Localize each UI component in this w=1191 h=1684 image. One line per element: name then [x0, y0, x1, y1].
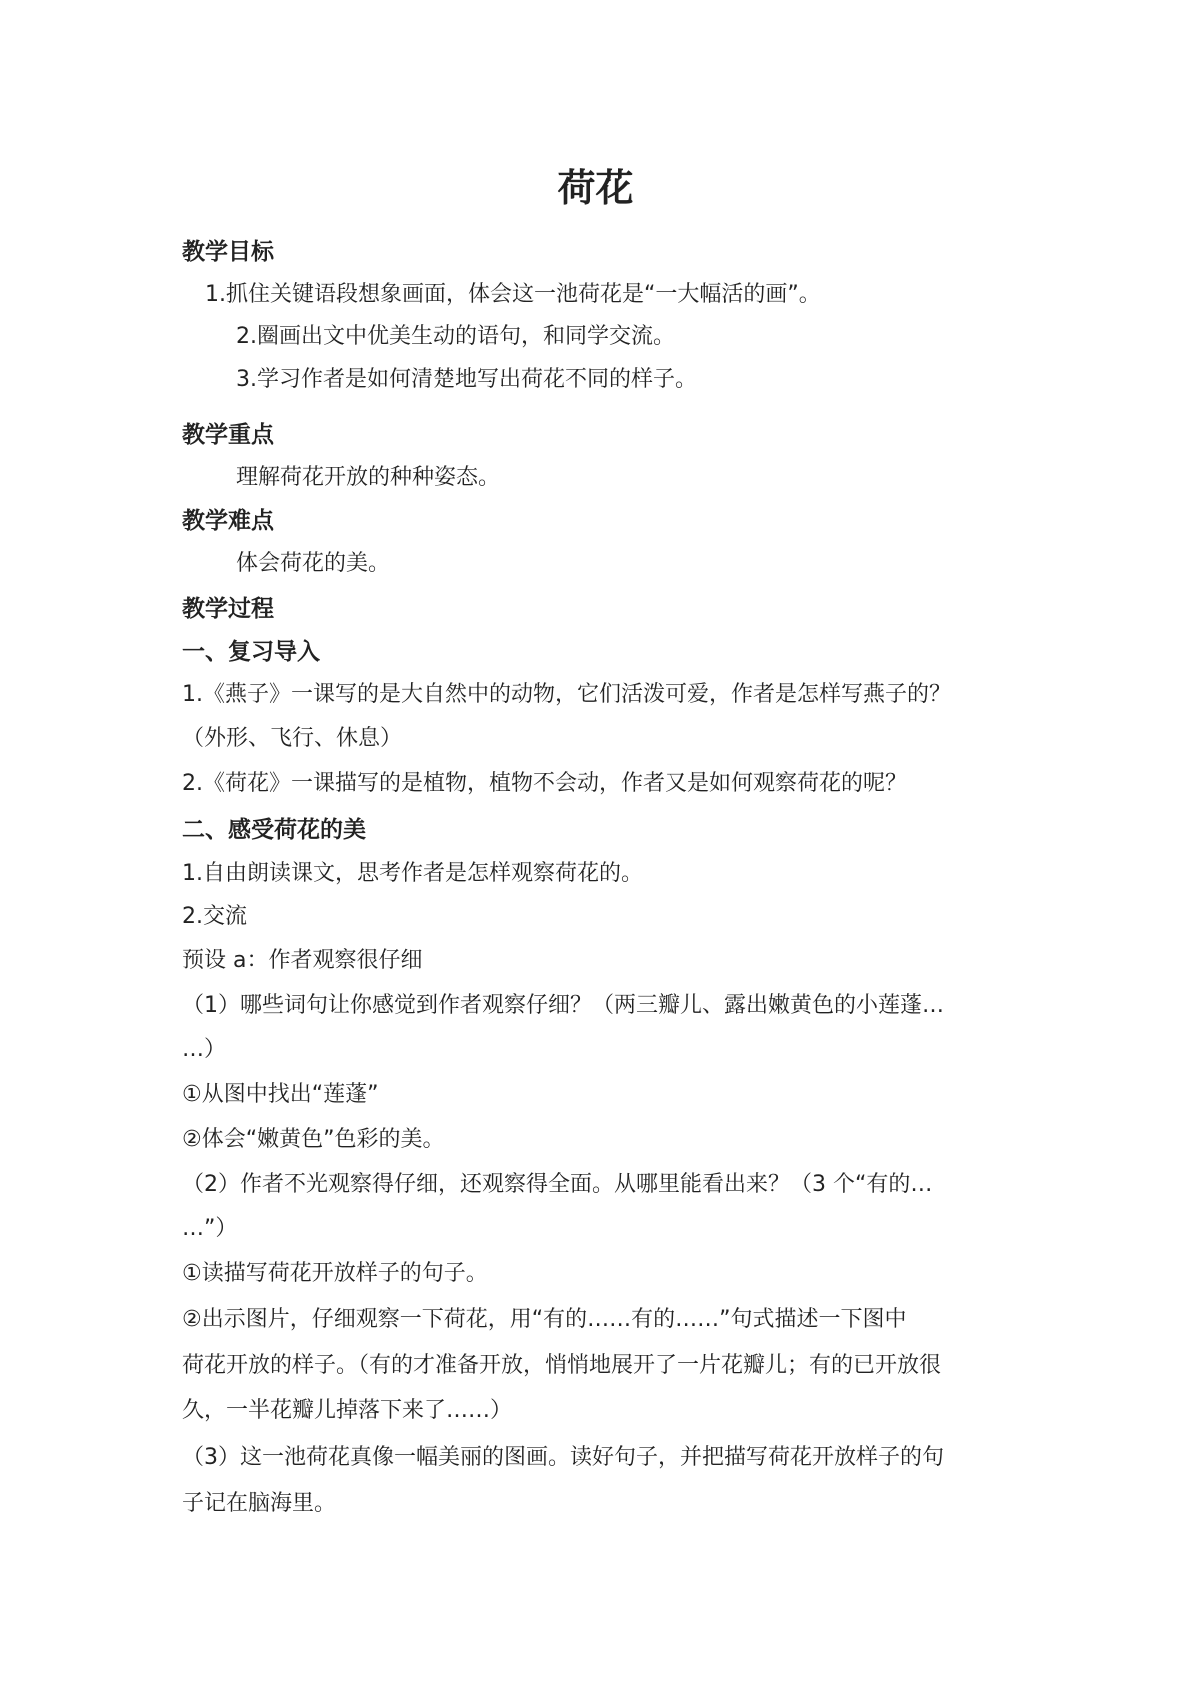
section2-line: ①从图中找出“莲蓬”: [182, 1082, 379, 1107]
process-heading: 教学过程: [182, 596, 274, 622]
section2-line: （3）这一池荷花真像一幅美丽的图画。读好句子，并把描写荷花开放样子的句: [182, 1445, 944, 1470]
section2-line: …）: [182, 1037, 227, 1062]
section1-line: （外形、飞行、休息）: [182, 726, 403, 751]
goals-heading: 教学目标: [182, 239, 274, 265]
section2-line: 久，一半花瓣儿掉落下来了……）: [182, 1398, 513, 1423]
difficulty-text: 体会荷花的美。: [236, 551, 391, 576]
section1-line: 2.《荷花》一课描写的是植物，植物不会动，作者又是如何观察荷花的呢？: [182, 771, 907, 796]
section2-line: 子记在脑海里。: [182, 1491, 337, 1516]
goal-item: 2.圈画出文中优美生动的语句，和同学交流。: [236, 324, 675, 349]
section2-line: ②出示图片，仔细观察一下荷花，用“有的……有的……”句式描述一下图中: [182, 1307, 907, 1332]
section2-line: 1.自由朗读课文，思考作者是怎样观察荷花的。: [182, 861, 643, 886]
section2-line: 预设 a：作者观察很仔细: [182, 948, 423, 973]
section2-line: ①读描写荷花开放样子的句子。: [182, 1261, 488, 1286]
section2-line: （1）哪些词句让你感觉到作者观察仔细？（两三瓣儿、露出嫩黄色的小莲蓬…: [182, 993, 944, 1018]
section2-line: ②体会“嫩黄色”色彩的美。: [182, 1127, 445, 1152]
section2-line: （2）作者不光观察得仔细，还观察得全面。从哪里能看出来？（3 个“有的…: [182, 1172, 933, 1197]
document-title: 荷花: [557, 166, 634, 210]
section2-heading: 二、感受荷花的美: [182, 817, 366, 843]
goal-item: 3.学习作者是如何清楚地写出荷花不同的样子。: [236, 367, 697, 392]
section2-line: …”）: [182, 1216, 238, 1241]
key-heading: 教学重点: [182, 422, 274, 448]
goal-item: 1.抓住关键语段想象画面，体会这一池荷花是“一大幅活的画”。: [205, 282, 821, 307]
section2-line: 荷花开放的样子。（有的才准备开放，悄悄地展开了一片花瓣儿；有的已开放很: [182, 1353, 942, 1378]
section1-line: 1.《燕子》一课写的是大自然中的动物，它们活泼可爱，作者是怎样写燕子的？: [182, 682, 951, 707]
section1-heading: 一、复习导入: [182, 639, 320, 665]
section2-line: 2.交流: [182, 904, 247, 929]
difficulty-heading: 教学难点: [182, 508, 274, 534]
key-text: 理解荷花开放的种种姿态。: [236, 465, 501, 490]
